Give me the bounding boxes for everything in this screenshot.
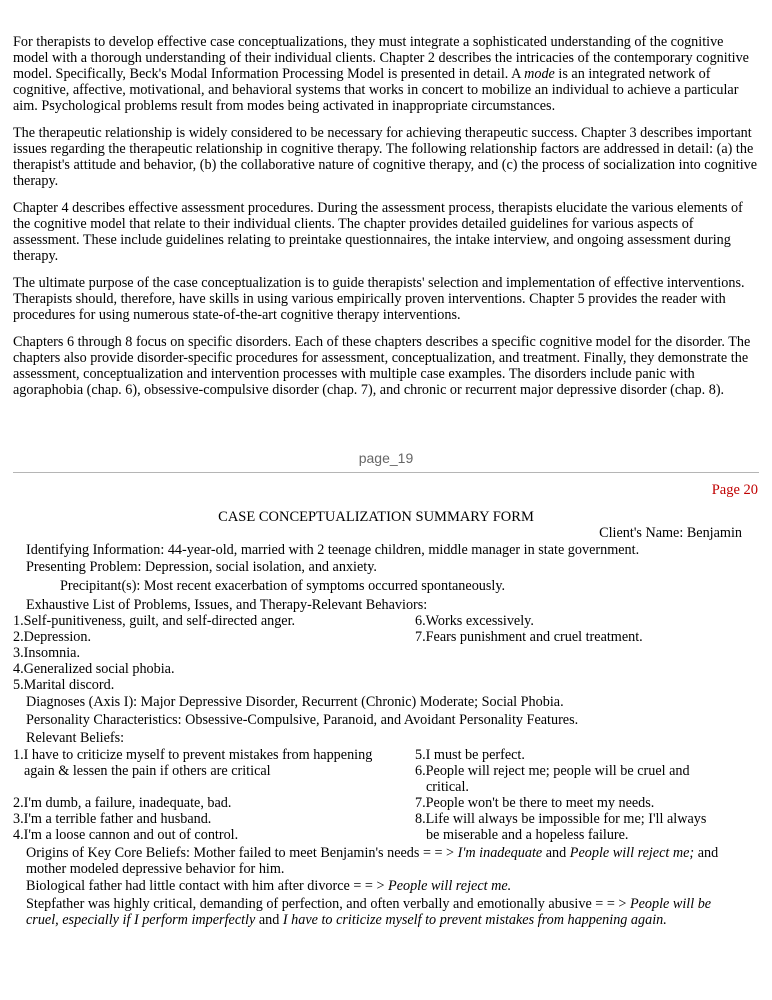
intro-paragraph-5: Chapters 6 through 8 focus on specific disorders. Each of these chapters describes a specific cognitive model for the disorder. The chapters also provide disorder-specific procedures for assessment, conceptualization, and treatment. Finally, they demonstrate the assessment, conceptualization and intervention processes with multiple case examples. The disorders include panic with agoraphobia (chap. 6), obsessive-compulsive disorder (chap. 7), and chronic or recurrent major depressive disorder (chap. 8).: [13, 334, 751, 398]
stepfather-origin: Stepfather was highly critical, demanding of perfection, and often verbally and emotionally abusive = = > People will be cruel, especially if I perform imperfectly and I have to criticize myself to prevent mistakes from happening again.: [26, 896, 712, 928]
intro-paragraph-3: Chapter 4 describes effective assessment procedures. During the assessment process, therapists elucidate the various elements of the cognitive model that relate to their individual clients. The chapter provides detailed guidelines for various aspects of assessment. These include guidelines relating to preintake questionnaires, the intake interview, and ongoing assessment during therapy.: [13, 200, 743, 264]
page-divider: [13, 472, 759, 473]
belief-item: 4.I'm a loose cannon and out of control.: [13, 827, 239, 843]
belief-item: 8.Life will always be impossible for me; I'll always be miserable and a hopeless failure.: [415, 811, 707, 843]
identifying-information: Identifying Information: 44-year-old, married with 2 teenage children, middle manager in state government.: [26, 542, 640, 558]
intro-section: [13, 34, 759, 409]
page-number: Page 20: [711, 482, 758, 498]
problem-item: 2.Depression.: [13, 629, 92, 645]
problem-item: 4.Generalized social phobia.: [13, 661, 175, 677]
problem-item: 3.Insomnia.: [13, 645, 80, 661]
belief-item: 1.I have to criticize myself to prevent mistakes from happening again & lessen the pain if others are critical: [13, 747, 373, 779]
form-title: CASE CONCEPTUALIZATION SUMMARY FORM: [218, 509, 534, 525]
page-marker: page_19: [358, 450, 414, 466]
intro-paragraph-4: The ultimate purpose of the case conceptualization is to guide therapists' selection and implementation of effective interventions. Therapists should, therefore, have skills in using various empirically proven interventions. Chapter 5 provides the reader with procedures for using numerous state-of-the-art cognitive therapy interventions.: [13, 275, 745, 323]
belief-item: 2.I'm dumb, a failure, inadequate, bad.: [13, 795, 232, 811]
origins-core-beliefs: Origins of Key Core Beliefs: Mother failed to meet Benjamin's needs = = > I'm inadequate and People will reject me; and mother modeled depressive behavior for him.: [26, 845, 719, 877]
belief-item: 3.I'm a terrible father and husband.: [13, 811, 212, 827]
diagnoses: Diagnoses (Axis I): Major Depressive Disorder, Recurrent (Chronic) Moderate; Social Phobia.: [26, 694, 564, 710]
biological-father-origin: Biological father had little contact with him after divorce = = > People will reject me.: [26, 878, 512, 894]
client-name: Client's Name: Benjamin: [599, 525, 742, 541]
belief-item: 7.People won't be there to meet my needs.: [415, 795, 655, 811]
problem-item: 6.Works excessively.: [415, 613, 534, 629]
belief-item: 6.People will reject me; people will be cruel and critical.: [415, 763, 690, 795]
intro-paragraph-1: For therapists to develop effective case conceptualizations, they must integrate a sophisticated understanding of the cognitive model with a thorough understanding of their individual clients. Chapter 2 describes the intricacies of the contemporary cognitive model. Specifically, Beck's Modal Information Processing Model is presented in detail. A mode is an integrated network of cognitive, affective, motivational, and behavioral systems that works in concert to mobilize an individual to achieve a particular aim. Psychological problems result from modes being activated in inappropriate circumstances.: [13, 34, 749, 114]
intro-paragraph-2: The therapeutic relationship is widely considered to be necessary for achieving therapeutic success. Chapter 3 describes important issues regarding the therapeutic relationship in cognitive therapy. The following relationship factors are addressed in detail: (a) the therapist's attitude and behavior, (b) the collaborative nature of cognitive therapy, and (c) the process of socialization into cognitive therapy.: [13, 125, 758, 189]
problem-item: 1.Self-punitiveness, guilt, and self-directed anger.: [13, 613, 296, 629]
problems-heading: Exhaustive List of Problems, Issues, and Therapy-Relevant Behaviors:: [26, 597, 428, 613]
precipitant: Precipitant(s): Most recent exacerbation of symptoms occurred spontaneously.: [60, 578, 506, 594]
beliefs-heading: Relevant Beliefs:: [26, 730, 125, 746]
presenting-problem: Presenting Problem: Depression, social isolation, and anxiety.: [26, 559, 377, 575]
problem-item: 7.Fears punishment and cruel treatment.: [415, 629, 643, 645]
problem-item: 5.Marital discord.: [13, 677, 115, 693]
belief-item: 5.I must be perfect.: [415, 747, 525, 763]
personality-characteristics: Personality Characteristics: Obsessive-Compulsive, Paranoid, and Avoidant Personality Features.: [26, 712, 579, 728]
